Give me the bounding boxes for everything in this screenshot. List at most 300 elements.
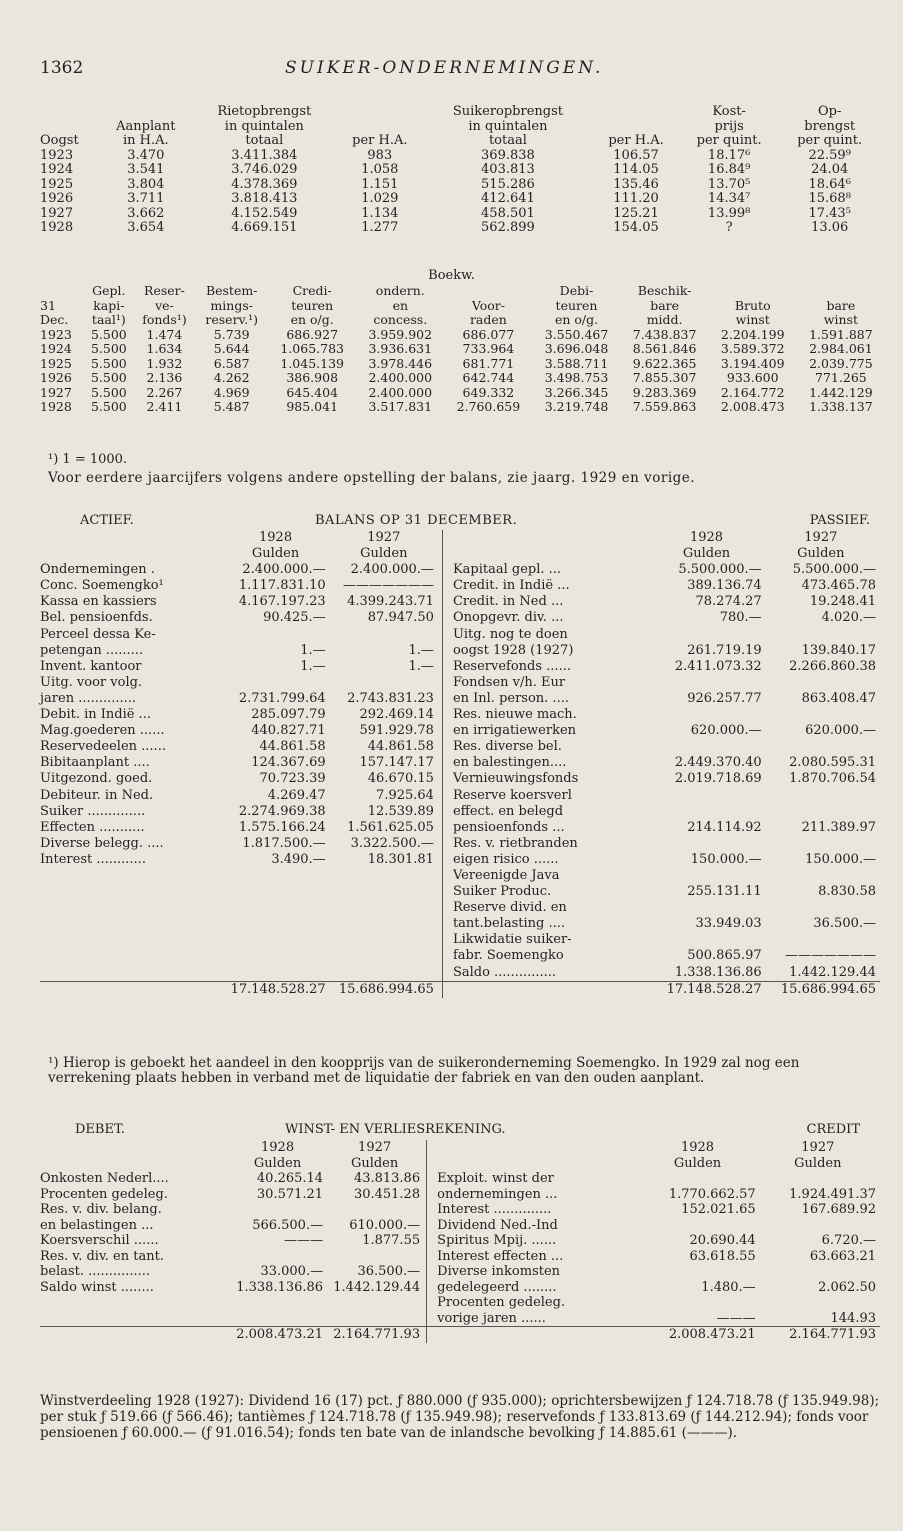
profit-loss-credit-value: 2.062.50	[818, 1279, 876, 1295]
production-cell: 1.058	[361, 162, 399, 177]
balance-credit-value	[651, 739, 765, 755]
balance-debit-value: 87.947.50	[367, 610, 434, 626]
production-header-cell	[100, 105, 192, 120]
balance-spacer	[449, 981, 651, 998]
balance-credit-value: 255.131.11	[687, 884, 762, 900]
balance-credit-value: 214.114.92	[687, 819, 762, 835]
balance-row	[40, 900, 880, 916]
balance-debit-label	[40, 965, 225, 981]
balance-credit-label: Reserve divid. en	[452, 900, 567, 916]
balance-year: 1927	[804, 530, 838, 545]
profit-loss-debit-label: Saldo winst ........	[40, 1279, 154, 1295]
balance-debit-value	[334, 965, 443, 981]
capital-header-cell: Debi-	[559, 283, 594, 298]
profit-loss-year: 1928	[261, 1140, 295, 1155]
capital-cell: 2.008.473	[720, 399, 785, 414]
balance-header	[40, 513, 880, 531]
balance-debit-value: 124.367.69	[251, 755, 326, 771]
profit-loss-debit-label	[40, 1295, 232, 1311]
balance-credit-value: 150.000.—	[805, 851, 876, 867]
profit-loss-debit-value: 33.000.—	[260, 1264, 324, 1279]
production-row	[40, 207, 880, 222]
capital-header-cell: en o/g.	[290, 312, 334, 327]
profit-loss-debit-value	[329, 1295, 427, 1311]
capital-header-cell: ve-	[155, 297, 174, 313]
profit-loss-credit-label: Diverse inkomsten	[437, 1264, 561, 1279]
production-header-cell	[40, 120, 100, 135]
balance-debit-label	[40, 868, 225, 884]
capital-row	[40, 328, 885, 343]
balance-debit-value: 1.—	[408, 642, 434, 658]
balance-debit-value	[334, 900, 443, 916]
production-header-cell: in quintalen	[224, 118, 304, 134]
balance-currency: Gulden	[251, 546, 300, 562]
balance-credit-label: tant.belasting ....	[452, 916, 565, 932]
profit-loss-debit-value: 1.338.136.86	[236, 1279, 324, 1295]
balance-credit-value: 620.000.—	[690, 723, 762, 739]
balance-row	[40, 916, 880, 932]
balance-debit-label: petengan .........	[40, 642, 144, 658]
balance-credit-value	[651, 868, 765, 884]
capital-cell: 3.498.753	[544, 370, 609, 385]
balance-credit-value: ———————	[785, 948, 876, 964]
capital-header-cell: 31	[40, 297, 56, 313]
capital-cell: 681.771	[462, 355, 515, 371]
balance-credit-value: 139.840.17	[801, 642, 876, 658]
production-cell: 1924	[40, 162, 74, 177]
balance-credit-value: 620.000.—	[805, 723, 876, 739]
balance-debit-value: 46.670.15	[367, 771, 434, 787]
profit-loss-credit-value	[639, 1264, 759, 1280]
capital-cell: 642.744	[462, 370, 515, 385]
production-cell: 3.662	[127, 205, 165, 221]
balance-row	[40, 675, 880, 691]
balance-debit-value: 1.817.500.—	[242, 835, 326, 851]
balance-credit-value	[766, 788, 880, 804]
production-cell: 13.70⁵	[707, 176, 751, 192]
production-cell: 125.21	[613, 205, 659, 221]
capital-cell: 1925	[40, 355, 72, 371]
profit-loss-debit-value	[232, 1202, 329, 1218]
balance-debit-value: 292.469.14	[359, 707, 434, 723]
balance-row	[40, 723, 880, 739]
profit-loss-row	[40, 1311, 880, 1327]
production-cell: 3.541	[127, 162, 165, 177]
profit-loss-credit-value: 152.021.65	[681, 1202, 756, 1217]
capital-cell: 6.587	[213, 355, 250, 371]
balance-debit-value	[334, 868, 443, 884]
balance-currency: Gulden	[682, 546, 731, 562]
capital-header-cell: reserv.¹)	[205, 312, 258, 327]
capital-cell: 686.077	[462, 326, 515, 342]
balance-debit-value	[334, 884, 443, 900]
profit-loss-debit-label: en belastingen ...	[40, 1217, 154, 1233]
balance-credit-value: 473.465.78	[801, 578, 876, 594]
balance-debit-value: 18.301.81	[367, 851, 434, 867]
profit-loss-debit-value: 1.442.129.44	[333, 1279, 421, 1295]
production-header-cell: per H.A.	[352, 133, 408, 148]
profit-loss-debit-label: Procenten gedeleg.	[40, 1186, 168, 1202]
balance-debit-value	[225, 868, 333, 884]
balance-debit-label: Diverse belegg. ....	[40, 835, 164, 851]
production-header-cell: Oogst	[40, 133, 79, 148]
profit-loss-credit-value: 1.924.491.37	[789, 1186, 876, 1202]
balance-credit-label: Res. v. rietbranden	[452, 835, 578, 851]
production-cell: 111.20	[613, 191, 659, 206]
capital-cell: 4.262	[213, 370, 250, 385]
profit-loss-currency: Gulden	[253, 1155, 302, 1171]
capital-cell: 9.283.369	[632, 384, 697, 400]
production-header-cell: prijs	[714, 118, 744, 134]
capital-cell: 771.265	[815, 370, 867, 385]
balance-debit-value: 2.274.969.38	[238, 803, 326, 819]
balance-row	[40, 627, 880, 643]
balance-credit-label: Credit. in Indië ...	[452, 578, 570, 594]
production-cell: 106.57	[613, 147, 659, 163]
profit-loss-total: 2.164.771.93	[760, 1327, 880, 1343]
balance-credit-label: effect. en belegd	[452, 803, 564, 819]
profit-loss-debit-value: 36.500.—	[357, 1264, 421, 1279]
balance-debit-value: 2.731.799.64	[238, 690, 326, 706]
balance-debit-label	[40, 900, 225, 916]
balance-debit-value	[225, 965, 333, 981]
profit-loss-credit-value: 1.770.662.57	[668, 1186, 756, 1202]
capital-cell: 4.969	[213, 384, 250, 400]
capital-header-row	[40, 284, 885, 299]
production-header-cell: per H.A.	[608, 133, 664, 148]
balance-debit-label: Ondernemingen .	[40, 562, 155, 578]
profit-loss-credit-label: Interest ..............	[437, 1202, 552, 1217]
capital-cell: 1926	[40, 370, 72, 385]
balance-total: 17.148.528.27	[651, 981, 765, 998]
capital-header-cell: concess.	[373, 312, 428, 327]
balance-debit-value: 591.929.78	[359, 723, 434, 739]
balance-debit-value: 70.723.39	[259, 771, 326, 787]
capital-cell: 2.204.199	[720, 326, 785, 342]
capital-cell: 985.041	[286, 399, 339, 414]
capital-row	[40, 357, 885, 372]
balance-year: 1928	[259, 530, 293, 545]
profit-loss-spacer	[433, 1327, 639, 1343]
production-row	[40, 149, 880, 164]
balance-credit-value	[766, 932, 880, 948]
production-cell: 1926	[40, 191, 74, 206]
capital-cell: 1.474	[146, 326, 183, 342]
balance-year: 1927	[367, 530, 401, 545]
balance-debit-label: Kassa en kassiers	[40, 594, 157, 610]
capital-table-title: Boekw.	[428, 268, 475, 283]
capital-header-cell: Gepl.	[92, 283, 126, 298]
capital-row	[40, 386, 885, 401]
balance-debit-label	[40, 932, 225, 948]
balance-debit-label: Suiker ..............	[40, 803, 146, 819]
profit-loss-credit-label: Interest effecten ...	[437, 1248, 564, 1264]
profit-loss-credit-label: Dividend Ned.-Ind	[437, 1217, 558, 1233]
balance-credit-value: 1.442.129.44	[789, 964, 876, 980]
balance-debit-label: Bibitaanplant ....	[40, 755, 150, 771]
production-cell: 983	[367, 147, 393, 163]
balance-debit-value: 4.269.47	[267, 787, 326, 803]
capital-header-cell: Bruto	[734, 297, 771, 313]
capital-cell: 1.442.129	[809, 384, 873, 400]
capital-header-cell: raden	[469, 312, 507, 327]
production-cell: 154.05	[613, 220, 659, 235]
profit-loss-credit-value: 6.720.—	[821, 1233, 876, 1248]
balance-debit-label: Uitgezond. goed.	[40, 771, 153, 787]
capital-cell: 3.517.831	[368, 399, 433, 414]
capital-cell: 5.739	[213, 326, 250, 342]
balance-debit-value	[225, 932, 333, 948]
production-header-cell: Kost-	[712, 104, 746, 119]
production-header-cell: totaal	[488, 133, 527, 148]
balance-debit-value: 12.539.89	[367, 803, 434, 819]
capital-cell: 3.978.446	[368, 355, 433, 371]
profit-loss-debit-label: Onkosten Nederl....	[40, 1171, 169, 1186]
balance-credit-label: en balestingen....	[452, 755, 567, 771]
profit-loss-total-row	[40, 1327, 880, 1343]
profit-loss-debit-value	[232, 1295, 329, 1311]
profit-loss-spacer	[40, 1156, 232, 1172]
balance-row	[40, 755, 880, 771]
balance-credit-value: 5.500.000.—	[792, 562, 876, 578]
production-header-cell: in quintalen	[468, 118, 548, 134]
balance-row	[40, 578, 880, 594]
production-cell: 458.501	[481, 205, 535, 221]
production-cell: 1923	[40, 147, 74, 163]
capital-cell: 3.194.409	[720, 355, 785, 371]
capital-cell: 5.500	[90, 384, 127, 400]
balance-debit-value	[225, 916, 333, 932]
capital-cell: 2.039.775	[809, 355, 873, 371]
capital-footnote: ¹) 1 = 1000.	[48, 452, 128, 467]
profit-loss-credit-label: vorige jaren ......	[437, 1310, 546, 1326]
production-cell: 135.46	[613, 176, 659, 192]
balance-credit-label: Credit. in Ned ...	[452, 594, 564, 610]
production-cell: 4.378.369	[231, 176, 298, 192]
production-cell: 114.05	[613, 162, 659, 177]
balance-credit-label: Reservefonds ......	[452, 658, 571, 674]
balance-credit-value	[651, 804, 765, 820]
profit-loss-row	[40, 1202, 880, 1218]
profit-loss-debit-label	[40, 1311, 232, 1327]
balance-row	[40, 868, 880, 884]
production-cell: 3.711	[127, 191, 165, 206]
balance-credit-value: 780.—	[719, 610, 762, 626]
capital-header-cell: teuren	[291, 297, 334, 313]
capital-cell: 1928	[40, 399, 72, 414]
balance-left-title: ACTIEF.	[80, 513, 134, 528]
capital-header-cell: Dec.	[40, 312, 69, 327]
balance-row	[40, 643, 880, 659]
production-cell: 22.59⁹	[808, 147, 851, 163]
capital-cell: 3.219.748	[544, 399, 609, 414]
capital-header-cell: winst	[823, 312, 858, 327]
balance-credit-label: Kapitaal gepl. ...	[452, 562, 562, 578]
balance-credit-value	[766, 900, 880, 916]
capital-cell: 3.550.467	[544, 326, 609, 342]
capital-cell: 2.400.000	[368, 370, 433, 385]
profit-loss-credit-label: Exploit. winst der	[437, 1171, 554, 1186]
balance-debit-value	[334, 948, 443, 964]
balance-debit-label: jaren ..............	[40, 690, 137, 706]
capital-header-cell: mings-	[210, 297, 253, 313]
balance-debit-label	[40, 884, 225, 900]
capital-header-cell	[444, 284, 532, 299]
balance-credit-value	[766, 739, 880, 755]
balance-debit-value: 4.399.243.71	[347, 594, 434, 610]
capital-cell: 7.438.837	[632, 326, 697, 342]
profit-loss-debit-value: 30.571.21	[256, 1186, 324, 1202]
profit-loss-debit-value: 566.500.—	[252, 1217, 324, 1233]
production-cell: 1.277	[361, 220, 399, 235]
profit-loss-total: 2.008.473.21	[639, 1327, 759, 1343]
balance-debit-value: 1.—	[408, 658, 434, 674]
capital-cell: 3.266.345	[544, 384, 609, 400]
capital-cell: 5.644	[213, 341, 250, 356]
profit-loss-credit-value: 20.690.44	[689, 1233, 756, 1248]
capital-cell: 2.400.000	[368, 384, 433, 400]
capital-header-cell: Credi-	[292, 283, 332, 298]
balance-debit-value: 90.425.—	[263, 610, 326, 626]
profit-loss-credit-value: 1.480.—	[701, 1279, 756, 1295]
capital-cell: 649.332	[462, 384, 515, 400]
production-header-cell: per quint.	[696, 133, 762, 148]
profit-loss-debit-value	[329, 1249, 427, 1265]
capital-cell: 5.500	[90, 370, 127, 385]
production-header-row	[40, 120, 880, 135]
capital-cell: 2.267	[146, 384, 183, 400]
balance-debit-value	[225, 627, 333, 643]
profit-loss-debit-value: 43.813.86	[353, 1171, 421, 1186]
balance-credit-value: 2.019.718.69	[674, 771, 762, 787]
capital-cell: 5.500	[90, 355, 127, 371]
balance-debit-label: Effecten ...........	[40, 819, 145, 835]
balance-debit-value	[225, 675, 333, 691]
balance-debit-value: ———————	[342, 578, 434, 594]
balance-credit-value	[651, 836, 765, 852]
balance-spacer	[449, 530, 651, 546]
production-cell: 24.04	[811, 162, 849, 177]
balance-row	[40, 659, 880, 675]
profit-loss-debit-label: Res. v. div. belang.	[40, 1202, 162, 1217]
profit-loss-debit-value: 30.451.28	[353, 1186, 421, 1202]
balance-credit-value: 1.870.706.54	[789, 771, 876, 787]
balance-total: 15.686.994.65	[766, 981, 880, 998]
capital-cell: 3.589.372	[720, 341, 785, 356]
profit-loss-spacer	[40, 1327, 232, 1343]
balance-row	[40, 771, 880, 787]
capital-cell: 1.932	[146, 355, 183, 371]
balance-debit-value: 2.400.000.—	[350, 562, 434, 578]
production-cell: 4.669.151	[231, 220, 298, 235]
profit-loss-debit-value	[232, 1311, 329, 1327]
capital-header-cell	[40, 284, 84, 299]
balance-credit-value: 1.338.136.86	[674, 964, 762, 980]
production-cell: 3.746.029	[231, 162, 298, 177]
balance-credit-value: 2.449.370.40	[674, 755, 762, 771]
profit-loss-row	[40, 1249, 880, 1265]
balance-credit-value: 863.408.47	[801, 690, 876, 706]
profit-loss-total: 2.164.771.93	[329, 1327, 427, 1343]
capital-cell: 9.622.365	[632, 355, 697, 371]
profit-loss-left-title: DEBET.	[75, 1122, 125, 1137]
production-cell: 4.152.549	[231, 205, 298, 221]
production-cell: ?	[725, 220, 733, 235]
capital-cell: 2.984.061	[809, 341, 873, 356]
balance-debit-value: 44.861.58	[259, 739, 326, 755]
balance-credit-label: fabr. Soemengko	[452, 948, 564, 964]
capital-cell: 3.696.048	[544, 341, 609, 356]
balance-spacer	[449, 546, 651, 562]
profit-distribution: Winstverdeeling 1928 (1927): Dividend 16 (17) pct. ƒ 880.000 (ƒ 935.000); oprichtersbewijzen ƒ 124.718.78 (ƒ 135.949.98); per stuk ƒ 519.66 (ƒ 566.46); tantièmes ƒ 124.718.78 (ƒ 135.949.98); reservefonds ƒ 133.813.69 (ƒ 144.212.94); fonds voor pensioenen ƒ 60.000.— (ƒ 91.016.54); fonds ten bate van de inlandsche bevolking ƒ 14.885.61 (———).	[40, 1393, 880, 1441]
balance-currency: Gulden	[360, 546, 408, 562]
balance-debit-label: Conc. Soemengko¹	[40, 578, 164, 594]
capital-header-cell	[709, 284, 797, 299]
profit-loss-total: 2.008.473.21	[232, 1327, 329, 1343]
balance-debit-value: 7.925.64	[376, 787, 434, 803]
profit-loss-credit-value: 144.93	[830, 1310, 876, 1326]
capital-table	[40, 284, 885, 415]
capital-header-cell: Reser-	[144, 283, 185, 298]
profit-loss-header	[40, 1122, 880, 1140]
balance-debit-label: Mag.goederen ......	[40, 723, 165, 739]
balance-credit-value: 2.266.860.38	[789, 658, 876, 674]
balance-credit-label: oogst 1928 (1927)	[452, 642, 574, 658]
balance-row	[40, 820, 880, 836]
capital-cell: 1.045.139	[280, 355, 344, 371]
production-cell: 16.84⁹	[707, 162, 751, 177]
profit-loss-year: 1927	[801, 1140, 835, 1155]
capital-cell: 5.500	[90, 341, 127, 356]
production-row	[40, 192, 880, 207]
profit-loss-credit-value	[760, 1264, 880, 1280]
capital-header-cell: ondern.	[375, 283, 425, 298]
capital-cell: 1924	[40, 341, 72, 356]
capital-cell: 7.559.863	[632, 399, 697, 414]
capital-cell: 3.588.711	[544, 355, 609, 371]
balance-credit-label: Fondsen v/h. Eur	[452, 674, 566, 690]
production-cell: 403.813	[481, 162, 535, 177]
balance-footnote: ¹) Hierop is geboekt het aandeel in den koopprijs van de suikeronderneming Soemengko. In 1929 zal nog een verrekening plaats hebben in verband met de liquidatie der fabriek en van den ouden aanplant.	[48, 1055, 800, 1086]
production-header-cell: per quint.	[797, 133, 863, 148]
balance-row	[40, 610, 880, 626]
profit-loss-currency: Gulden	[350, 1155, 399, 1171]
balance-credit-label: pensioenfonds ...	[452, 819, 565, 835]
balance-credit-label: Saldo ...............	[452, 964, 557, 980]
production-header-row	[40, 134, 880, 149]
balance-debit-value	[225, 900, 333, 916]
capital-header-row	[40, 313, 885, 328]
balance-row	[40, 707, 880, 723]
balance-row	[40, 594, 880, 610]
balance-credit-label: Vereenigde Java	[452, 867, 560, 883]
capital-header-cell: Voor-	[471, 297, 505, 313]
balance-credit-value: 33.949.03	[695, 916, 762, 932]
balance-credit-label: en Inl. person. ....	[452, 690, 569, 706]
capital-cell: 2.164.772	[720, 384, 785, 400]
profit-loss-credit-value	[639, 1171, 759, 1187]
profit-loss-year: 1927	[358, 1140, 392, 1155]
capital-row	[40, 400, 885, 415]
profit-loss-row	[40, 1187, 880, 1203]
production-cell: 15.68⁸	[808, 191, 851, 206]
production-cell: 3.654	[127, 220, 165, 235]
production-cell: 13.99⁸	[707, 205, 751, 221]
production-header-cell: Op-	[818, 104, 842, 119]
capital-cell: 2.136	[146, 370, 183, 385]
capital-cell: 5.500	[90, 326, 127, 342]
balance-credit-value: 4.020.—	[821, 610, 876, 626]
